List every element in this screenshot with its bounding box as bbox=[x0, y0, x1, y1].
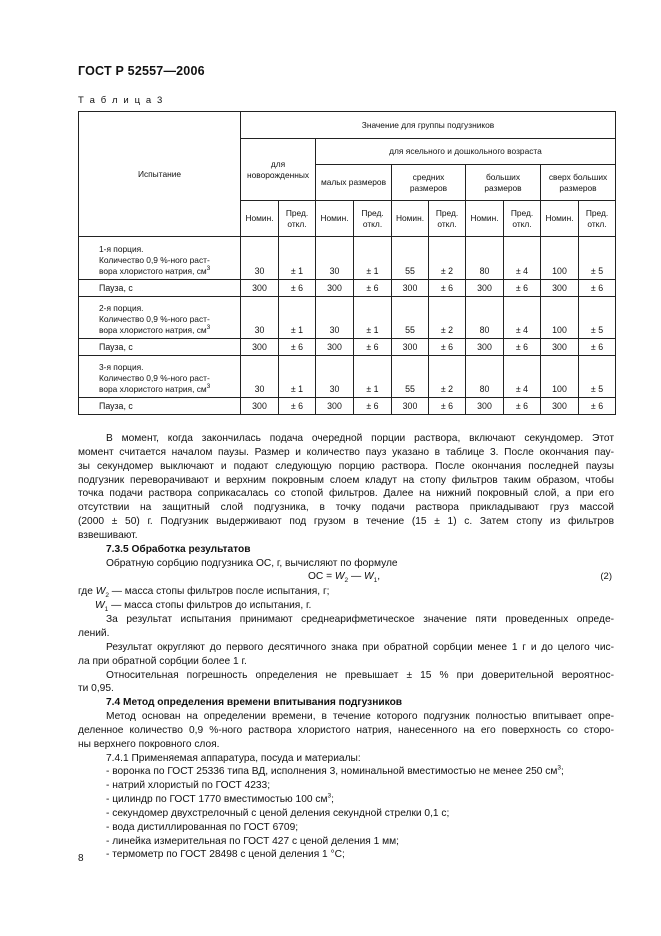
page-number: 8 bbox=[78, 853, 84, 864]
cell: ± 6 bbox=[279, 398, 316, 415]
cell: 30 bbox=[241, 297, 279, 339]
list-item: - цилиндр по ГОСТ 1770 вместимостью 100 $см^3$; bbox=[106, 792, 334, 806]
paragraph-line: точка подачи раствора соприкасалась со стопой фильтров. Далее на нижний покровный слой, а при его bbox=[78, 488, 614, 500]
col-header-small: малых размеров bbox=[316, 165, 392, 201]
cell: ± 1 bbox=[354, 356, 392, 398]
formula: ОС = $W_2$ — $W_1$, bbox=[308, 571, 381, 585]
col-header-preschool: для ясельного и дошкольного возраста bbox=[316, 139, 616, 165]
nom-header: Номин. bbox=[466, 201, 504, 237]
cell: ± 2 bbox=[429, 297, 466, 339]
cell: 30 bbox=[316, 356, 354, 398]
group-header: Значение для группы подгузников bbox=[241, 112, 616, 139]
dev-header: Пред. откл. bbox=[429, 201, 466, 237]
list-item: - воронка по ГОСТ 25336 типа ВД, исполнения 3, номинальной вместимостью не менее 250 $см^3$; bbox=[106, 765, 564, 778]
cell: 55 bbox=[392, 297, 429, 339]
table-row bbox=[79, 339, 616, 356]
cell: ± 6 bbox=[579, 339, 616, 356]
formula-2 bbox=[78, 570, 614, 585]
subsection-7-4-1: 7.4.1 Применяемая аппаратура, посуда и материалы: bbox=[106, 752, 361, 764]
cell: 300 bbox=[541, 398, 579, 415]
cell: ± 6 bbox=[504, 398, 541, 415]
cell: ± 4 bbox=[504, 297, 541, 339]
cell: ± 1 bbox=[354, 297, 392, 339]
cell: ± 6 bbox=[429, 398, 466, 415]
section-heading-7-3-5: 7.3.5 Обработка результатов bbox=[106, 543, 251, 555]
paragraph-line: взвешивают. bbox=[78, 529, 138, 541]
cell: ± 5 bbox=[579, 237, 616, 280]
paragraph-line: Обратную сорбцию подгузника ОС, г, вычисляют по формуле bbox=[106, 557, 398, 569]
document-header: ГОСТ Р 52557—2006 bbox=[78, 64, 205, 78]
table-row bbox=[79, 280, 616, 297]
paragraph-line: В момент, когда закончилась подача очередной порции раствора, включают секундомер. Этот bbox=[106, 433, 614, 444]
cell: 300 bbox=[466, 339, 504, 356]
paragraph-line: Относительная погрешность определения не превышает ± 15 % при доверительной вероятнос- bbox=[106, 669, 614, 681]
section-heading-7-4: 7.4 Метод определения времени впитывания подгузников bbox=[106, 697, 403, 709]
dev-header: Пред. откл. bbox=[354, 201, 392, 237]
table-3 bbox=[78, 111, 616, 415]
paragraph-line: отсутствии на защитный слой подгузника, в точку подачи раствора прикладывают груз массой bbox=[78, 502, 614, 514]
paragraph-line: Метод основан на определении времени, в течение которого подгузник полностью впитывает опре- bbox=[106, 711, 614, 723]
col-header-medium: средних размеров bbox=[392, 165, 466, 201]
row-label: 1-я порция. Количество 0,9 %-ного раст- вора хлористого натрия, $см^3$ bbox=[79, 237, 241, 280]
cell: 300 bbox=[316, 398, 354, 415]
paragraph-line: Результат округляют до первого десятичного знака при обратной сорбции менее 1 г и до целого чис- bbox=[106, 641, 614, 653]
paragraph-line: зы секундомер выключают и подают следующую порцию раствора. После окончания последней паузы bbox=[78, 460, 614, 472]
cell: ± 6 bbox=[354, 398, 392, 415]
cell: ± 6 bbox=[354, 280, 392, 297]
cell: ± 6 bbox=[504, 339, 541, 356]
cell: ± 6 bbox=[579, 280, 616, 297]
formula-number: (2) bbox=[600, 571, 612, 583]
cell: 300 bbox=[241, 339, 279, 356]
cell: ± 6 bbox=[579, 398, 616, 415]
table-row bbox=[79, 356, 616, 398]
cell: 80 bbox=[466, 237, 504, 280]
paragraph-line: ны верхнего покровного слоя. bbox=[78, 738, 220, 750]
cell: ± 4 bbox=[504, 356, 541, 398]
paragraph-line: За результат испытания принимают среднеарифметическое значение пяти проведенных опреде- bbox=[106, 614, 614, 626]
row-label: Пауза, с bbox=[79, 280, 241, 297]
cell: 300 bbox=[316, 339, 354, 356]
row-label: Пауза, с bbox=[79, 398, 241, 415]
paragraph-line: (2000 ± 50) г. Подгузник выдерживают под грузом в течение (15 ± 1) с. Затем стопу из фильтров bbox=[78, 516, 614, 528]
cell: 100 bbox=[541, 297, 579, 339]
cell: ± 1 bbox=[279, 237, 316, 280]
cell: 300 bbox=[541, 339, 579, 356]
cell: 30 bbox=[241, 237, 279, 280]
col-header-large: больших размеров bbox=[466, 165, 541, 201]
cell: 300 bbox=[541, 280, 579, 297]
cell: ± 6 bbox=[429, 339, 466, 356]
cell: 80 bbox=[466, 356, 504, 398]
list-item: - вода дистиллированная по ГОСТ 6709; bbox=[106, 821, 299, 833]
cell: 55 bbox=[392, 237, 429, 280]
dev-header: Пред. откл. bbox=[504, 201, 541, 237]
cell: 80 bbox=[466, 297, 504, 339]
dev-header: Пред. откл. bbox=[579, 201, 616, 237]
col-header-test: Испытание bbox=[79, 112, 241, 237]
cell: 300 bbox=[392, 280, 429, 297]
list-item: - секундомер двухстрелочный с ценой деления секундной стрелки 0,1 с; bbox=[106, 807, 450, 819]
cell: 300 bbox=[392, 398, 429, 415]
paragraph-line: лений. bbox=[78, 627, 110, 639]
row-label: 2-я порция. Количество 0,9 %-ного раст- вора хлористого натрия, $см^3$ bbox=[79, 297, 241, 339]
cell: 300 bbox=[466, 398, 504, 415]
col-header-newborn: для новорожденных bbox=[241, 139, 316, 201]
cell: ± 4 bbox=[504, 237, 541, 280]
nom-header: Номин. bbox=[241, 201, 279, 237]
table-row bbox=[79, 297, 616, 339]
cell: ± 6 bbox=[279, 339, 316, 356]
nom-header: Номин. bbox=[392, 201, 429, 237]
list-item: - термометр по ГОСТ 28498 с ценой деления 1 °С; bbox=[106, 849, 345, 861]
list-item: - линейка измерительная по ГОСТ 427 с ценой деления 1 мм; bbox=[106, 835, 399, 847]
cell: 30 bbox=[316, 237, 354, 280]
where-line: $W_1$ — масса стопы фильтров до испытания, г. bbox=[95, 600, 312, 614]
paragraph-line: момент считается началом паузы. Размер и количество пауз указано в таблице 3. После окончания пау- bbox=[78, 446, 614, 458]
dev-header: Пред. откл. bbox=[279, 201, 316, 237]
cell: ± 1 bbox=[279, 356, 316, 398]
paragraph-line: подгузник переворачивают и верхним покровным слоем кладут на стопу фильтров таким образом, чтобы bbox=[78, 474, 614, 486]
cell: ± 6 bbox=[429, 280, 466, 297]
nom-header: Номин. bbox=[316, 201, 354, 237]
where-line: где $W_2$ — масса стопы фильтров после испытания, г; bbox=[78, 586, 330, 600]
cell: ± 1 bbox=[354, 237, 392, 280]
cell: ± 6 bbox=[354, 339, 392, 356]
paragraph-line: ти 0,95. bbox=[78, 683, 114, 695]
paragraph-line: ла при обратной сорбции более 1 г. bbox=[78, 655, 247, 667]
body-text bbox=[78, 432, 614, 862]
cell: 100 bbox=[541, 237, 579, 280]
cell: ± 1 bbox=[279, 297, 316, 339]
cell: ± 5 bbox=[579, 297, 616, 339]
table-caption: Т а б л и ц а 3 bbox=[78, 95, 164, 106]
cell: 100 bbox=[541, 356, 579, 398]
paragraph-line: деленное количество 0,9 %-ного раствора хлористого натрия, нанесенного на его поверхность со сторо- bbox=[78, 724, 614, 736]
table-row bbox=[79, 398, 616, 415]
cell: ± 6 bbox=[279, 280, 316, 297]
cell: 300 bbox=[241, 398, 279, 415]
cell: 30 bbox=[316, 297, 354, 339]
row-label: Пауза, с bbox=[79, 339, 241, 356]
cell: 30 bbox=[241, 356, 279, 398]
cell: 300 bbox=[392, 339, 429, 356]
table-row bbox=[79, 237, 616, 280]
cell: 300 bbox=[241, 280, 279, 297]
cell: 300 bbox=[466, 280, 504, 297]
row-label: 3-я порция. Количество 0,9 %-ного раст- вора хлористого натрия, $см^3$ bbox=[79, 356, 241, 398]
nom-header: Номин. bbox=[541, 201, 579, 237]
cell: ± 2 bbox=[429, 237, 466, 280]
cell: ± 6 bbox=[504, 280, 541, 297]
col-header-xlarge: сверх больших размеров bbox=[541, 165, 616, 201]
list-item: - натрий хлористый по ГОСТ 4233; bbox=[106, 780, 271, 792]
cell: ± 5 bbox=[579, 356, 616, 398]
cell: 55 bbox=[392, 356, 429, 398]
cell: 300 bbox=[316, 280, 354, 297]
cell: ± 2 bbox=[429, 356, 466, 398]
